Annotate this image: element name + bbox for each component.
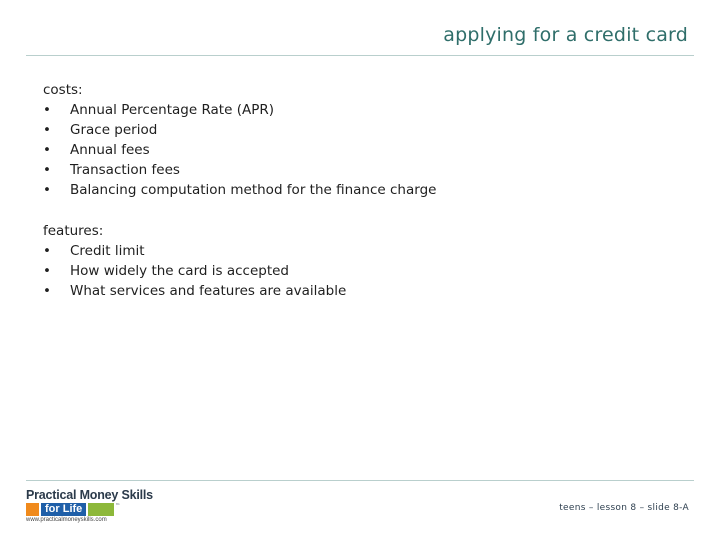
list-item xyxy=(43,281,683,301)
list-item-label: Annual fees xyxy=(70,142,150,158)
bullet-icon: • xyxy=(43,243,51,259)
bottom-divider xyxy=(26,480,694,481)
list-item xyxy=(43,120,683,140)
bullet-icon: • xyxy=(43,122,51,138)
list-item xyxy=(43,180,683,200)
list-item xyxy=(43,100,683,120)
bullet-icon: • xyxy=(43,162,51,178)
list-item-label: Annual Percentage Rate (APR) xyxy=(70,102,274,118)
logo-mark xyxy=(26,503,120,516)
logo-url: www.practicalmoneyskills.com xyxy=(26,517,107,523)
list-item xyxy=(43,140,683,160)
slide-content xyxy=(43,80,683,301)
features-list xyxy=(43,241,683,301)
logo-tagline: for Life xyxy=(41,503,86,516)
top-divider xyxy=(26,55,694,56)
slide-footer: teens – lesson 8 – slide 8-A xyxy=(559,503,689,513)
features-heading: features: xyxy=(43,223,104,239)
trademark-symbol: ™ xyxy=(115,503,121,509)
list-item-label: How widely the card is accepted xyxy=(70,263,289,279)
list-item-label: What services and features are available xyxy=(70,283,347,299)
section-spacer xyxy=(43,200,683,221)
list-item-label: Transaction fees xyxy=(70,162,180,178)
logo-name: Practical Money Skills xyxy=(26,488,153,502)
bullet-icon: • xyxy=(43,102,51,118)
logo-green-square xyxy=(88,503,114,516)
bullet-icon: • xyxy=(43,182,51,198)
logo-orange-square xyxy=(26,503,39,516)
costs-list xyxy=(43,100,683,200)
bullet-icon: • xyxy=(43,142,51,158)
slide-title: applying for a credit card xyxy=(443,24,688,46)
list-item-label: Grace period xyxy=(70,122,158,138)
bullet-icon: • xyxy=(43,283,51,299)
list-item-label: Balancing computation method for the finance charge xyxy=(70,182,437,198)
list-item xyxy=(43,160,683,180)
bullet-icon: • xyxy=(43,263,51,279)
list-item-label: Credit limit xyxy=(70,243,145,259)
list-item xyxy=(43,261,683,281)
costs-heading: costs: xyxy=(43,82,83,98)
brand-logo xyxy=(26,488,176,528)
list-item xyxy=(43,241,683,261)
